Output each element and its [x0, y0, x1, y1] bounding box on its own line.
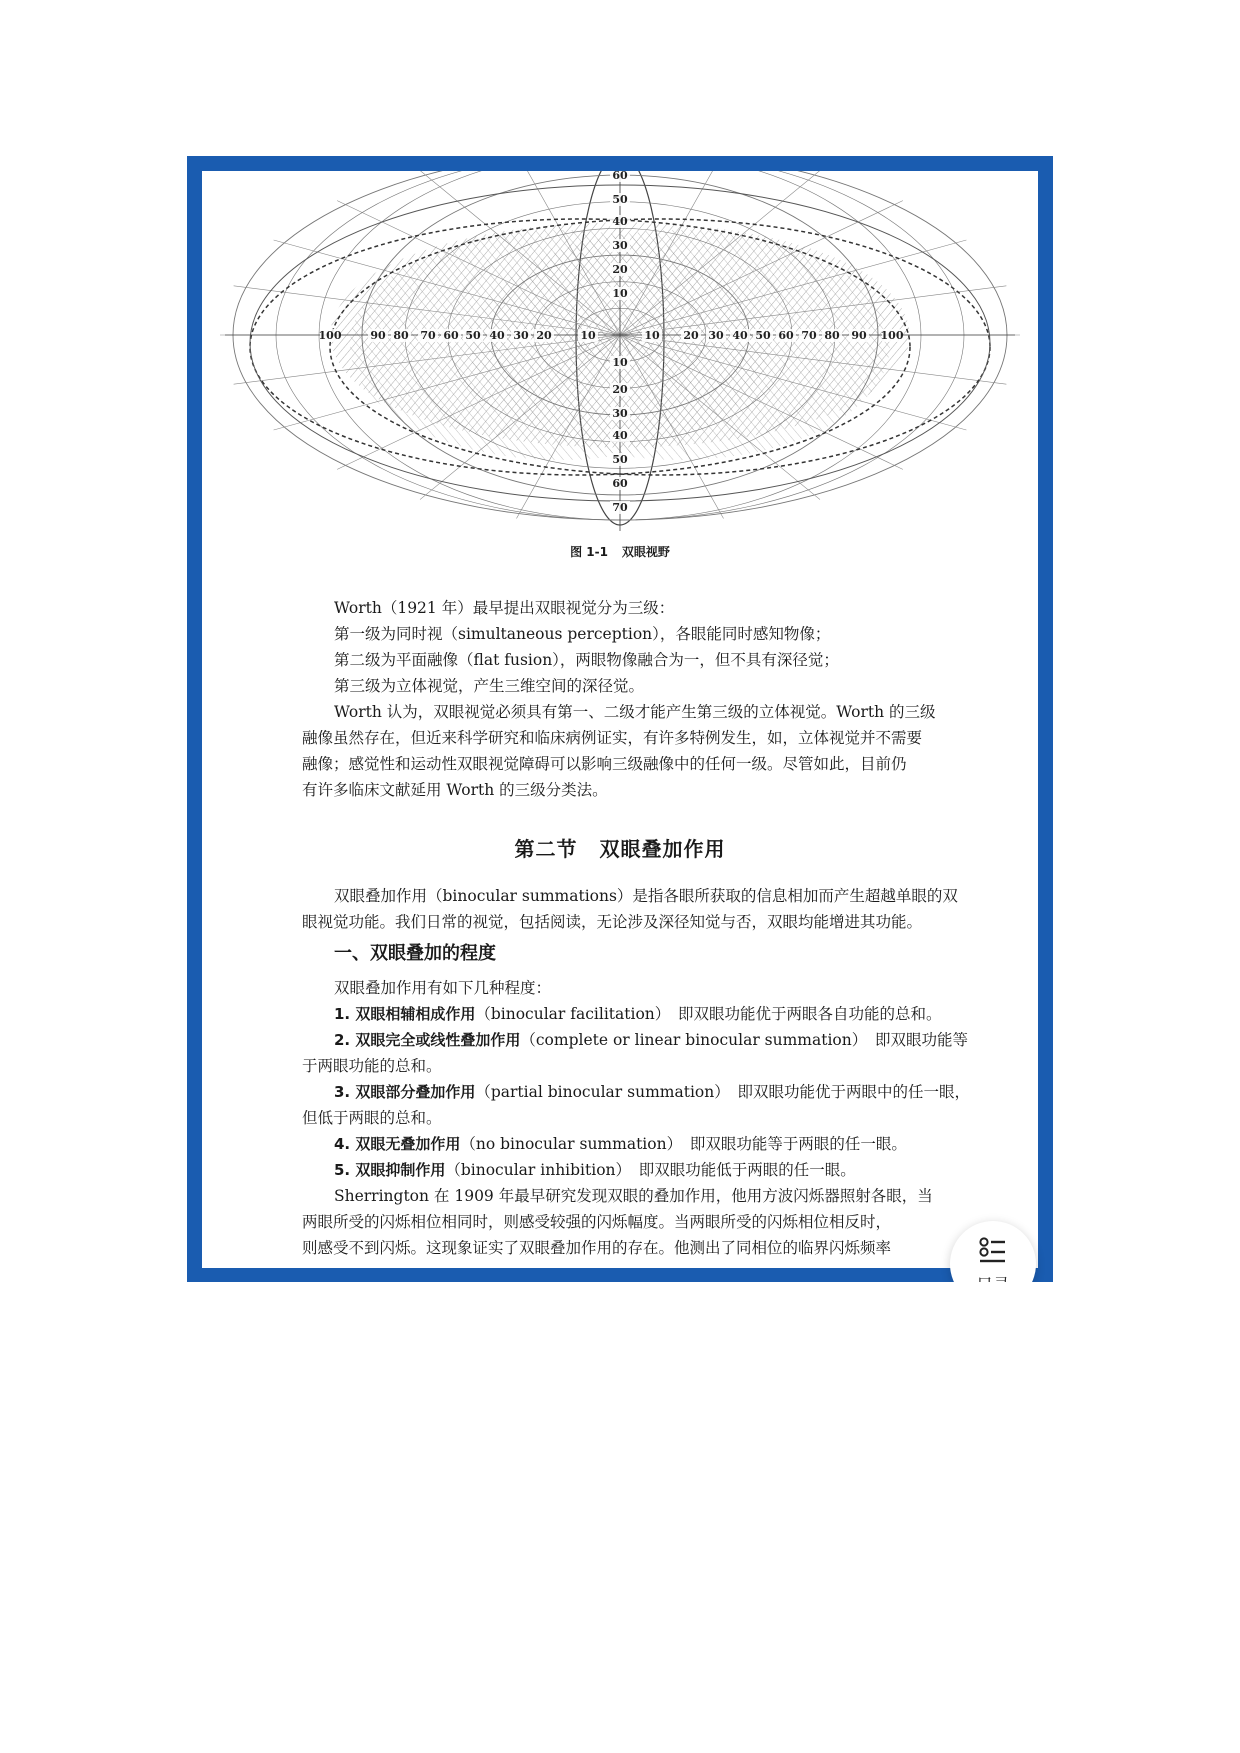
section-title: 双眼叠加作用	[599, 837, 726, 861]
level-term: 2. 双眼完全或线性叠加作用	[334, 1031, 521, 1049]
binocular-visual-field-figure	[202, 171, 1053, 543]
level-item	[334, 1131, 907, 1157]
sherrington-line: Sherrington 在 1909 年最早研究发现双眼的叠加作用，他用方波闪烁器照射各眼，当	[334, 1187, 933, 1205]
level-desc-cont: 于两眼功能的总和。	[302, 1057, 442, 1075]
vertical-scale-label: 10	[612, 287, 628, 300]
worth-paragraph-line: 融像虽然存在，但近来科学研究和临床病例证实，有许多特例发生，如，立体视觉并不需要	[302, 729, 923, 747]
level-term: 1. 双眼相辅相成作用	[334, 1005, 476, 1023]
horizontal-scale-label: 40	[732, 329, 748, 342]
scanned-page	[187, 156, 1053, 1282]
section-heading	[202, 833, 1038, 862]
vertical-scale-label: 60	[612, 477, 628, 490]
horizontal-scale-label: 30	[708, 329, 724, 342]
horizontal-scale-label: 70	[420, 329, 436, 342]
vertical-scale-label: 50	[612, 193, 628, 206]
vertical-scale-label: 40	[612, 429, 628, 442]
horizontal-scale-label: 20	[683, 329, 699, 342]
figure-caption	[202, 543, 1038, 560]
intro-line: Worth（1921 年）最早提出双眼视觉分为三级：	[334, 599, 675, 617]
vertical-scale-label: 40	[612, 215, 628, 228]
figure-number: 图 1-1	[570, 545, 608, 559]
section-intro-line: 双眼叠加作用（binocular summations）是指各眼所获取的信息相加而产生超越单眼的双	[334, 887, 958, 905]
horizontal-scale-label: 20	[536, 329, 552, 342]
horizontal-scale-label: 100	[318, 329, 342, 342]
levels-intro: 双眼叠加作用有如下几种程度：	[334, 979, 552, 997]
horizontal-scale-label: 60	[443, 329, 459, 342]
section-number: 第二节	[514, 837, 578, 861]
vertical-scale-label: 60	[612, 171, 628, 182]
subsection-heading: 一、双眼叠加的程度	[334, 943, 496, 964]
vertical-scale-label: 20	[612, 383, 628, 396]
intro-line: 第一级为同时视（simultaneous perception），各眼能同时感知物像；	[334, 625, 831, 643]
level-desc-cont: 但低于两眼的总和。	[302, 1109, 442, 1127]
vertical-scale-label: 30	[612, 239, 628, 252]
level-term: 3. 双眼部分叠加作用	[334, 1083, 476, 1101]
level-term: 5. 双眼抑制作用	[334, 1161, 446, 1179]
worth-paragraph-line: Worth 认为，双眼视觉必须具有第一、二级才能产生第三级的立体视觉。Worth 的三级	[334, 703, 936, 721]
intro-line: 第三级为立体视觉，产生三维空间的深径觉。	[334, 677, 645, 695]
figure-title: 双眼视野	[621, 545, 670, 559]
vertical-scale-label: 70	[612, 501, 628, 514]
worth-paragraph-line: 有许多临床文献延用 Worth 的三级分类法。	[302, 781, 608, 799]
level-desc: （complete or linear binocular summation） 即双眼功能等	[520, 1031, 968, 1049]
level-desc: （no binocular summation） 即双眼功能等于两眼的任一眼。	[460, 1135, 907, 1153]
level-term: 4. 双眼无叠加作用	[334, 1135, 461, 1153]
level-desc: （partial binocular summation） 即双眼功能优于两眼中的任一眼，	[475, 1083, 970, 1101]
horizontal-scale-label: 70	[801, 329, 817, 342]
section-intro-line: 眼视觉功能。我们日常的视觉，包括阅读，无论涉及深径知觉与否，双眼均能增进其功能。	[302, 913, 923, 931]
level-item	[334, 1157, 856, 1183]
worth-paragraph-line: 融像；感觉性和运动性双眼视觉障碍可以影响三级融像中的任何一级。尽管如此，目前仍	[302, 755, 907, 773]
vertical-scale-label: 30	[612, 407, 628, 420]
blank-area	[0, 1282, 1240, 1753]
horizontal-scale-label: 80	[393, 329, 409, 342]
horizontal-scale-label: 80	[824, 329, 840, 342]
horizontal-scale-label: 50	[465, 329, 481, 342]
vertical-scale-label: 10	[612, 356, 628, 369]
sherrington-line: 则感受不到闪烁。这现象证实了双眼叠加作用的存在。他测出了同相位的临界闪烁频率	[302, 1239, 892, 1257]
level-item	[334, 1079, 970, 1105]
horizontal-scale-label: 60	[778, 329, 794, 342]
visual-field-diagram	[202, 171, 1038, 543]
horizontal-scale-label: 10	[580, 329, 596, 342]
sherrington-line: 两眼所受的闪烁相位相同时，则感受较强的闪烁幅度。当两眼所受的闪烁相位相反时，	[302, 1213, 892, 1231]
intro-line: 第二级为平面融像（flat fusion），两眼物像融合为一，但不具有深径觉；	[334, 651, 839, 669]
toc-list-icon	[978, 1237, 1008, 1265]
horizontal-scale-label: 50	[755, 329, 771, 342]
horizontal-scale-label: 90	[851, 329, 867, 342]
vertical-scale-label: 20	[612, 263, 628, 276]
level-desc: （binocular inhibition） 即双眼功能低于两眼的任一眼。	[445, 1161, 856, 1179]
horizontal-scale-label: 100	[880, 329, 904, 342]
level-item	[334, 1027, 968, 1053]
level-desc: （binocular facilitation） 即双眼功能优于两眼各自功能的总和。	[475, 1005, 942, 1023]
horizontal-scale-label: 90	[370, 329, 386, 342]
horizontal-scale-label: 10	[644, 329, 660, 342]
horizontal-scale-label: 40	[489, 329, 505, 342]
vertical-scale-label: 50	[612, 453, 628, 466]
level-item	[334, 1001, 942, 1027]
horizontal-scale-label: 30	[513, 329, 529, 342]
